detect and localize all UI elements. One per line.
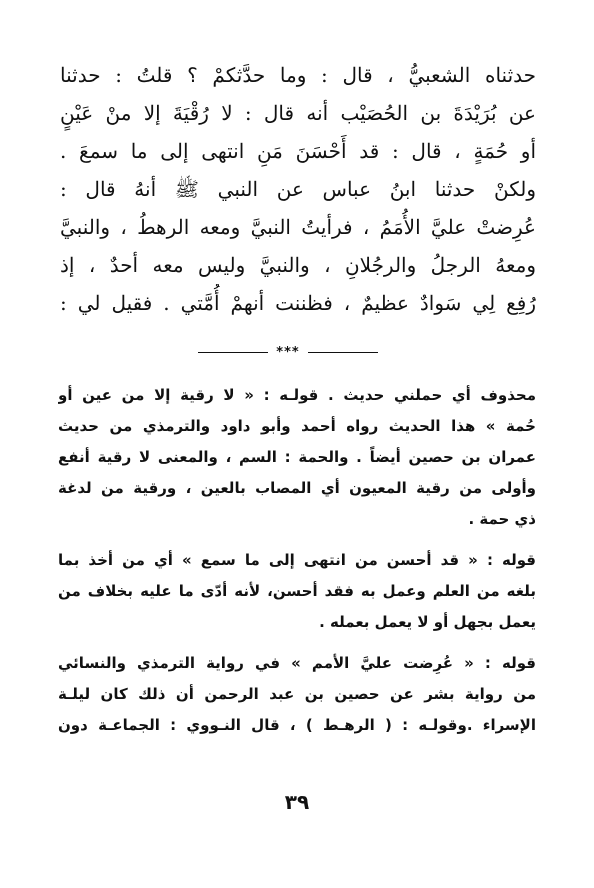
text-line: عُرِضتْ عليَّ الأُمَمُ ، فرأيتُ النبيَّ ومعه الرهطُ ، والنبيَّ — [60, 215, 536, 239]
note-line: يعمل بجهل أو لا يعمل بعمله . — [319, 613, 536, 631]
note-paragraph — [58, 648, 536, 741]
note-line: قوله : « قد أحسن من انتهى إلى ما سمع » أي من أخذ بما — [58, 551, 536, 569]
text-line: ومعهُ الرجلُ والرجُلانِ ، والنبيَّ وليس معه أحدٌ ، إذ — [60, 253, 536, 277]
hadith-text — [60, 56, 536, 322]
note-line: حُمة » هذا الحديث رواه أحمد وأبو داود والترمذي من حديث — [58, 417, 536, 435]
note-line: عمران بن حصين أيضاً . والحمة : السم ، والمعنى لا رقية أنفع — [58, 448, 536, 466]
note-line: الإسراء .وقولـه : ( الرهـط ) ، قال النـووي : الجماعـة دون — [58, 716, 536, 734]
note-line: وأولى من رقية المعيون أي المصاب بالعين ، ورقية من لدغة — [58, 479, 536, 497]
divider-stars: *** — [276, 344, 300, 360]
text-line: حدثناه الشعبيُّ ، قال : وما حدَّثكمْ ؟ قلتُ : حدثنا — [60, 63, 536, 87]
note-line: قوله : « عُرِضت عليَّ الأمم » في رواية الترمذي والنسائي — [58, 654, 536, 672]
text-line: ولكنْ حدثنا ابنُ عباس عن النبي ﷺ أنهُ قال : — [60, 177, 536, 201]
divider-rule-left — [198, 352, 268, 353]
note-line: محذوف أي حملني حديث . قولـه : « لا رقية إلا من عين أو — [58, 386, 536, 404]
note-line: ذي حمة . — [468, 510, 536, 528]
text-line: رُفِع لِي سَوادٌ عظيمٌ ، فظننت أنهمْ أُمَّتي . فقيل لي : — [60, 291, 536, 315]
commentary-notes — [58, 380, 536, 751]
note-paragraph — [58, 380, 536, 535]
section-divider — [188, 342, 388, 362]
note-paragraph — [58, 545, 536, 638]
text-line: أو حُمَةٍ ، قال : قد أَحْسَنَ مَنِ انتهى إلى ما سمعَ . — [60, 139, 536, 163]
divider-rule-right — [308, 352, 378, 353]
note-line: بلغه من العلم وعمل به فقد أحسن، لأنه أدّى ما عليه بخلاف من — [58, 582, 536, 600]
page-number: ٣٩ — [284, 790, 310, 814]
note-line: من رواية بشر عن حصين بن عبد الرحمن أن ذلك كان ليلـة — [58, 685, 536, 703]
text-line: عن بُرَيْدَةَ بن الحُصَيْب أنه قال : لا رُقْيَةَ إلا منْ عَيْنٍ — [60, 101, 536, 125]
